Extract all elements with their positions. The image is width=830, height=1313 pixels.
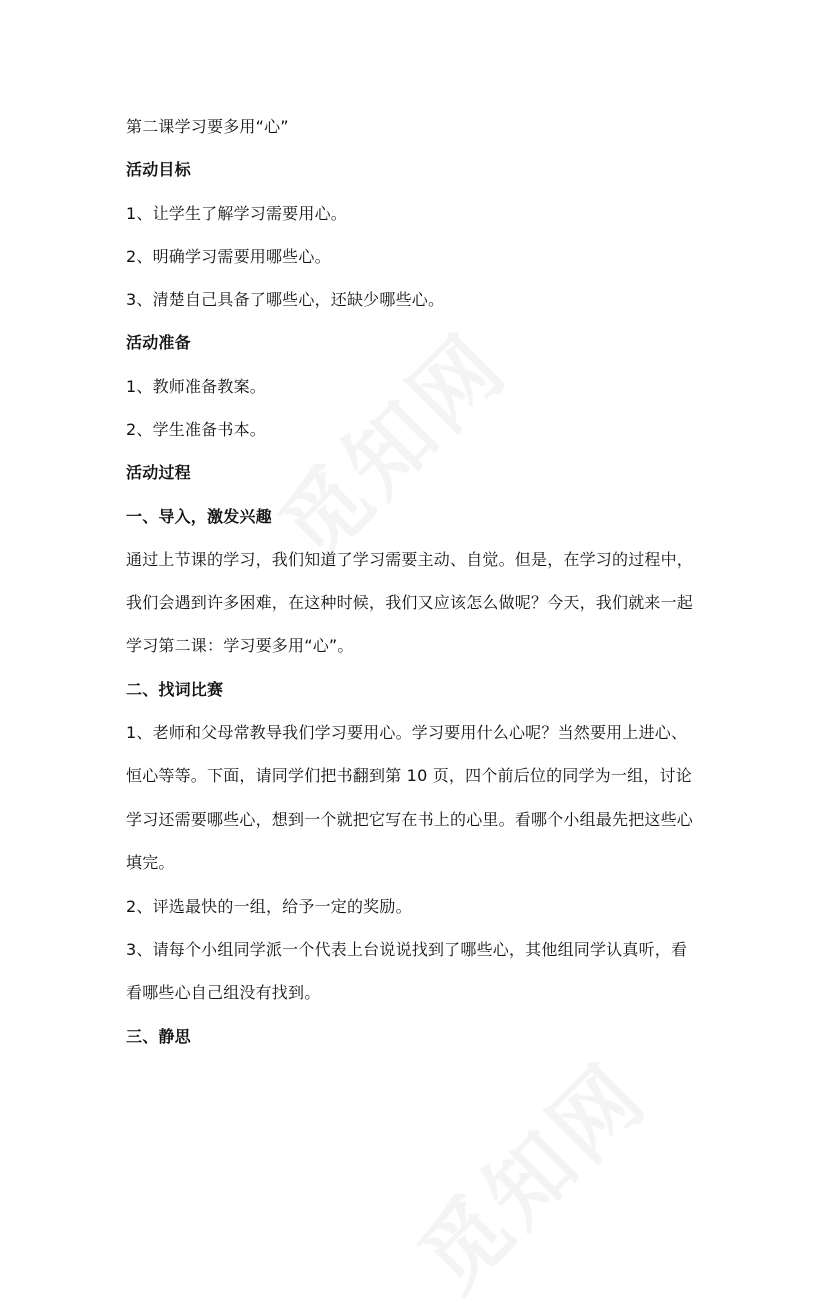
section-1-heading: 一、导入，激发兴趣 (126, 507, 272, 526)
paragraph-line: 2、评选最快的一组，给予一定的奖励。 (126, 897, 412, 916)
prep-item-1: 1、教师准备教案。 (126, 377, 266, 396)
paragraph-line: 3、请每个小组同学派一个代表上台说说找到了哪些心，其他组同学认真听，看 (126, 940, 688, 959)
paragraph-line: 看哪些心自己组没有找到。 (126, 983, 321, 1002)
paragraph-line: 学习还需要哪些心，想到一个就把它写在书上的心里。看哪个小组最先把这些心 (126, 810, 694, 829)
paragraph-line: 恒心等等。下面，请同学们把书翻到第 10 页，四个前后位的同学为一组，讨论 (126, 766, 692, 785)
paragraph-line: 我们会遇到许多困难，在这种时候，我们又应该怎么做呢？今天，我们就来一起 (126, 593, 694, 612)
section-3-heading: 三、静思 (126, 1027, 191, 1046)
goal-item-3: 3、清楚自己具备了哪些心，还缺少哪些心。 (126, 290, 445, 309)
goal-item-1: 1、让学生了解学习需要用心。 (126, 204, 347, 223)
heading-goals: 活动目标 (126, 160, 191, 179)
section-2-heading: 二、找词比赛 (126, 680, 224, 699)
prep-item-2: 2、学生准备书本。 (126, 420, 266, 439)
paragraph-line: 1、老师和父母常教导我们学习要用心。学习要用什么心呢？当然要用上进心、 (126, 723, 688, 742)
heading-process: 活动过程 (126, 463, 191, 482)
paragraph-line: 学习第二课：学习要多用“心”。 (126, 636, 354, 655)
watermark (247, 301, 530, 584)
heading-preparation: 活动准备 (126, 333, 191, 352)
goal-item-2: 2、明确学习需要用哪些心。 (126, 247, 331, 266)
paragraph-line: 通过上节课的学习，我们知道了学习需要主动、自觉。但是，在学习的过程中， (126, 550, 694, 569)
lesson-title: 第二课学习要多用“心” (126, 117, 289, 136)
watermark-bottom (387, 1031, 670, 1313)
paragraph-line: 填完。 (126, 853, 175, 872)
